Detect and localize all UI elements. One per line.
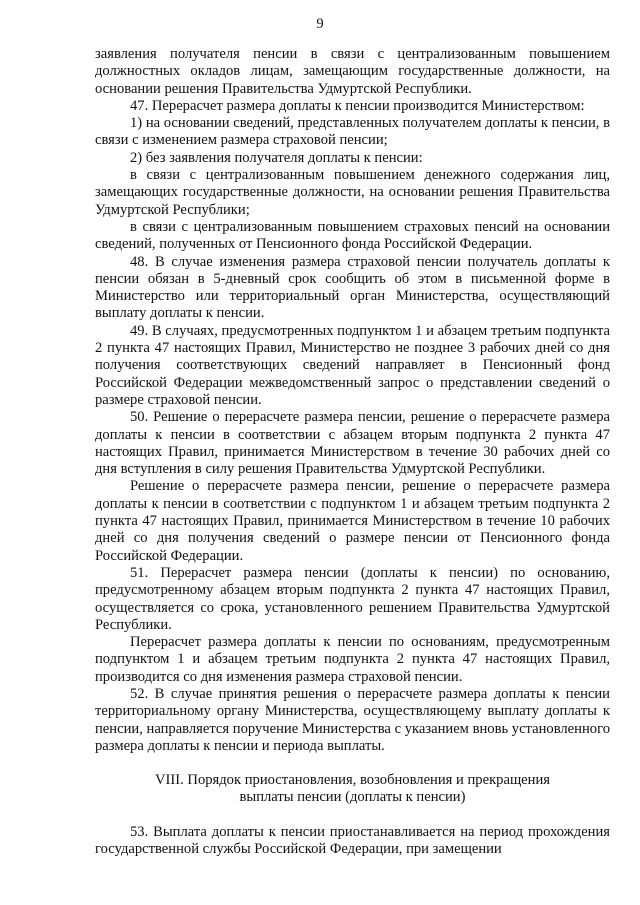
paragraph: заявления получателя пенсии в связи с централизованным повышением должностных окладов лицам, замещающим государственные должности, на основании решения Правительства Удмуртской Республики. xyxy=(95,46,610,97)
paragraphs-before-heading xyxy=(95,46,610,755)
paragraph: Решение о перерасчете размера пенсии, решение о перерасчете размера доплаты к пенсии в соответствии с подпунктом 1 и абзацем третьим подпункта 2 пункта 47 настоящих Правил, принимается Министерством в течение 10 рабочих дней со дня получения сведений о размере пенсии от Пенсионного фонда Российской Федерации. xyxy=(95,478,610,564)
paragraph: 53. Выплата доплаты к пенсии приостанавливается на период прохождения государственной службы Российской Федерации, при замещении xyxy=(95,823,610,858)
paragraph: 49. В случаях, предусмотренных подпунктом 1 и абзацем третьим подпункта 2 пункта 47 настоящих Правил, Министерство не позднее 3 рабочих дней со дня получения соответствующих сведений направляет в Пенсионный фонд Российской Федерации межведомственный запрос о представлении сведений о размере страховой пенсии. xyxy=(95,322,610,408)
paragraph: 1) на основании сведений, представленных получателем доплаты к пенсии, в связи с изменением размера страховой пенсии; xyxy=(95,115,610,149)
section-heading-line-2: выплаты пенсии (доплаты к пенсии) xyxy=(239,789,466,806)
section-heading xyxy=(95,772,610,807)
paragraphs-after-heading xyxy=(95,824,610,859)
section-heading-line-1: VIII. Порядок приостановления, возобновления и прекращения xyxy=(155,772,550,789)
paragraph: 47. Перерасчет размера доплаты к пенсии производится Министерством: xyxy=(130,97,585,114)
paragraph: 51. Перерасчет размера пенсии (доплаты к пенсии) по основанию, предусмотренному абзацем вторым подпункта 2 пункта 47 настоящих Правил, осуществляется со срока, установленного решением Правительства Удмуртской Республики. xyxy=(95,564,610,633)
paragraph: Перерасчет размера доплаты к пенсии по основаниям, предусмотренным подпунктом 1 и абзацем третьим подпункта 2 пункта 47 настоящих Правил, производится со дня изменения размера страховой пенсии. xyxy=(95,634,610,685)
paragraph: 2) без заявления получателя доплаты к пенсии: xyxy=(130,149,423,166)
paragraph: в связи с централизованным повышением страховых пенсий на основании сведений, полученных от Пенсионного фонда Российской Федерации. xyxy=(95,218,610,253)
paragraph: 50. Решение о перерасчете размера пенсии, решение о перерасчете размера доплаты к пенсии в соответствии с абзацем вторым подпункта 2 пункта 47 настоящих Правил, принимается Министерством в течение 30 рабочих дней со дня вступления в силу решения Правительства Удмуртской Республики. xyxy=(95,409,610,478)
paragraph: 52. В случае принятия решения о перерасчете размера доплаты к пенсии территориальному органу Министерства, осуществляющему выплату доплаты к пенсии, направляется поручение Министерства с указанием вновь установленного размера доплаты к пенсии и периода выплаты. xyxy=(95,685,610,754)
document-body xyxy=(95,46,610,858)
paragraph: 48. В случае изменения размера страховой пенсии получатель доплаты к пенсии обязан в 5-дневный срок сообщить об этом в письменной форме в Министерство или территориальный орган Министерства, осуществляющий выплату доплаты к пенсии. xyxy=(95,253,610,322)
paragraph: в связи с централизованным повышением денежного содержания лиц, замещающих государственные должности, на основании решения Правительства Удмуртской Республики; xyxy=(95,167,610,218)
page-number: 9 xyxy=(316,16,324,32)
